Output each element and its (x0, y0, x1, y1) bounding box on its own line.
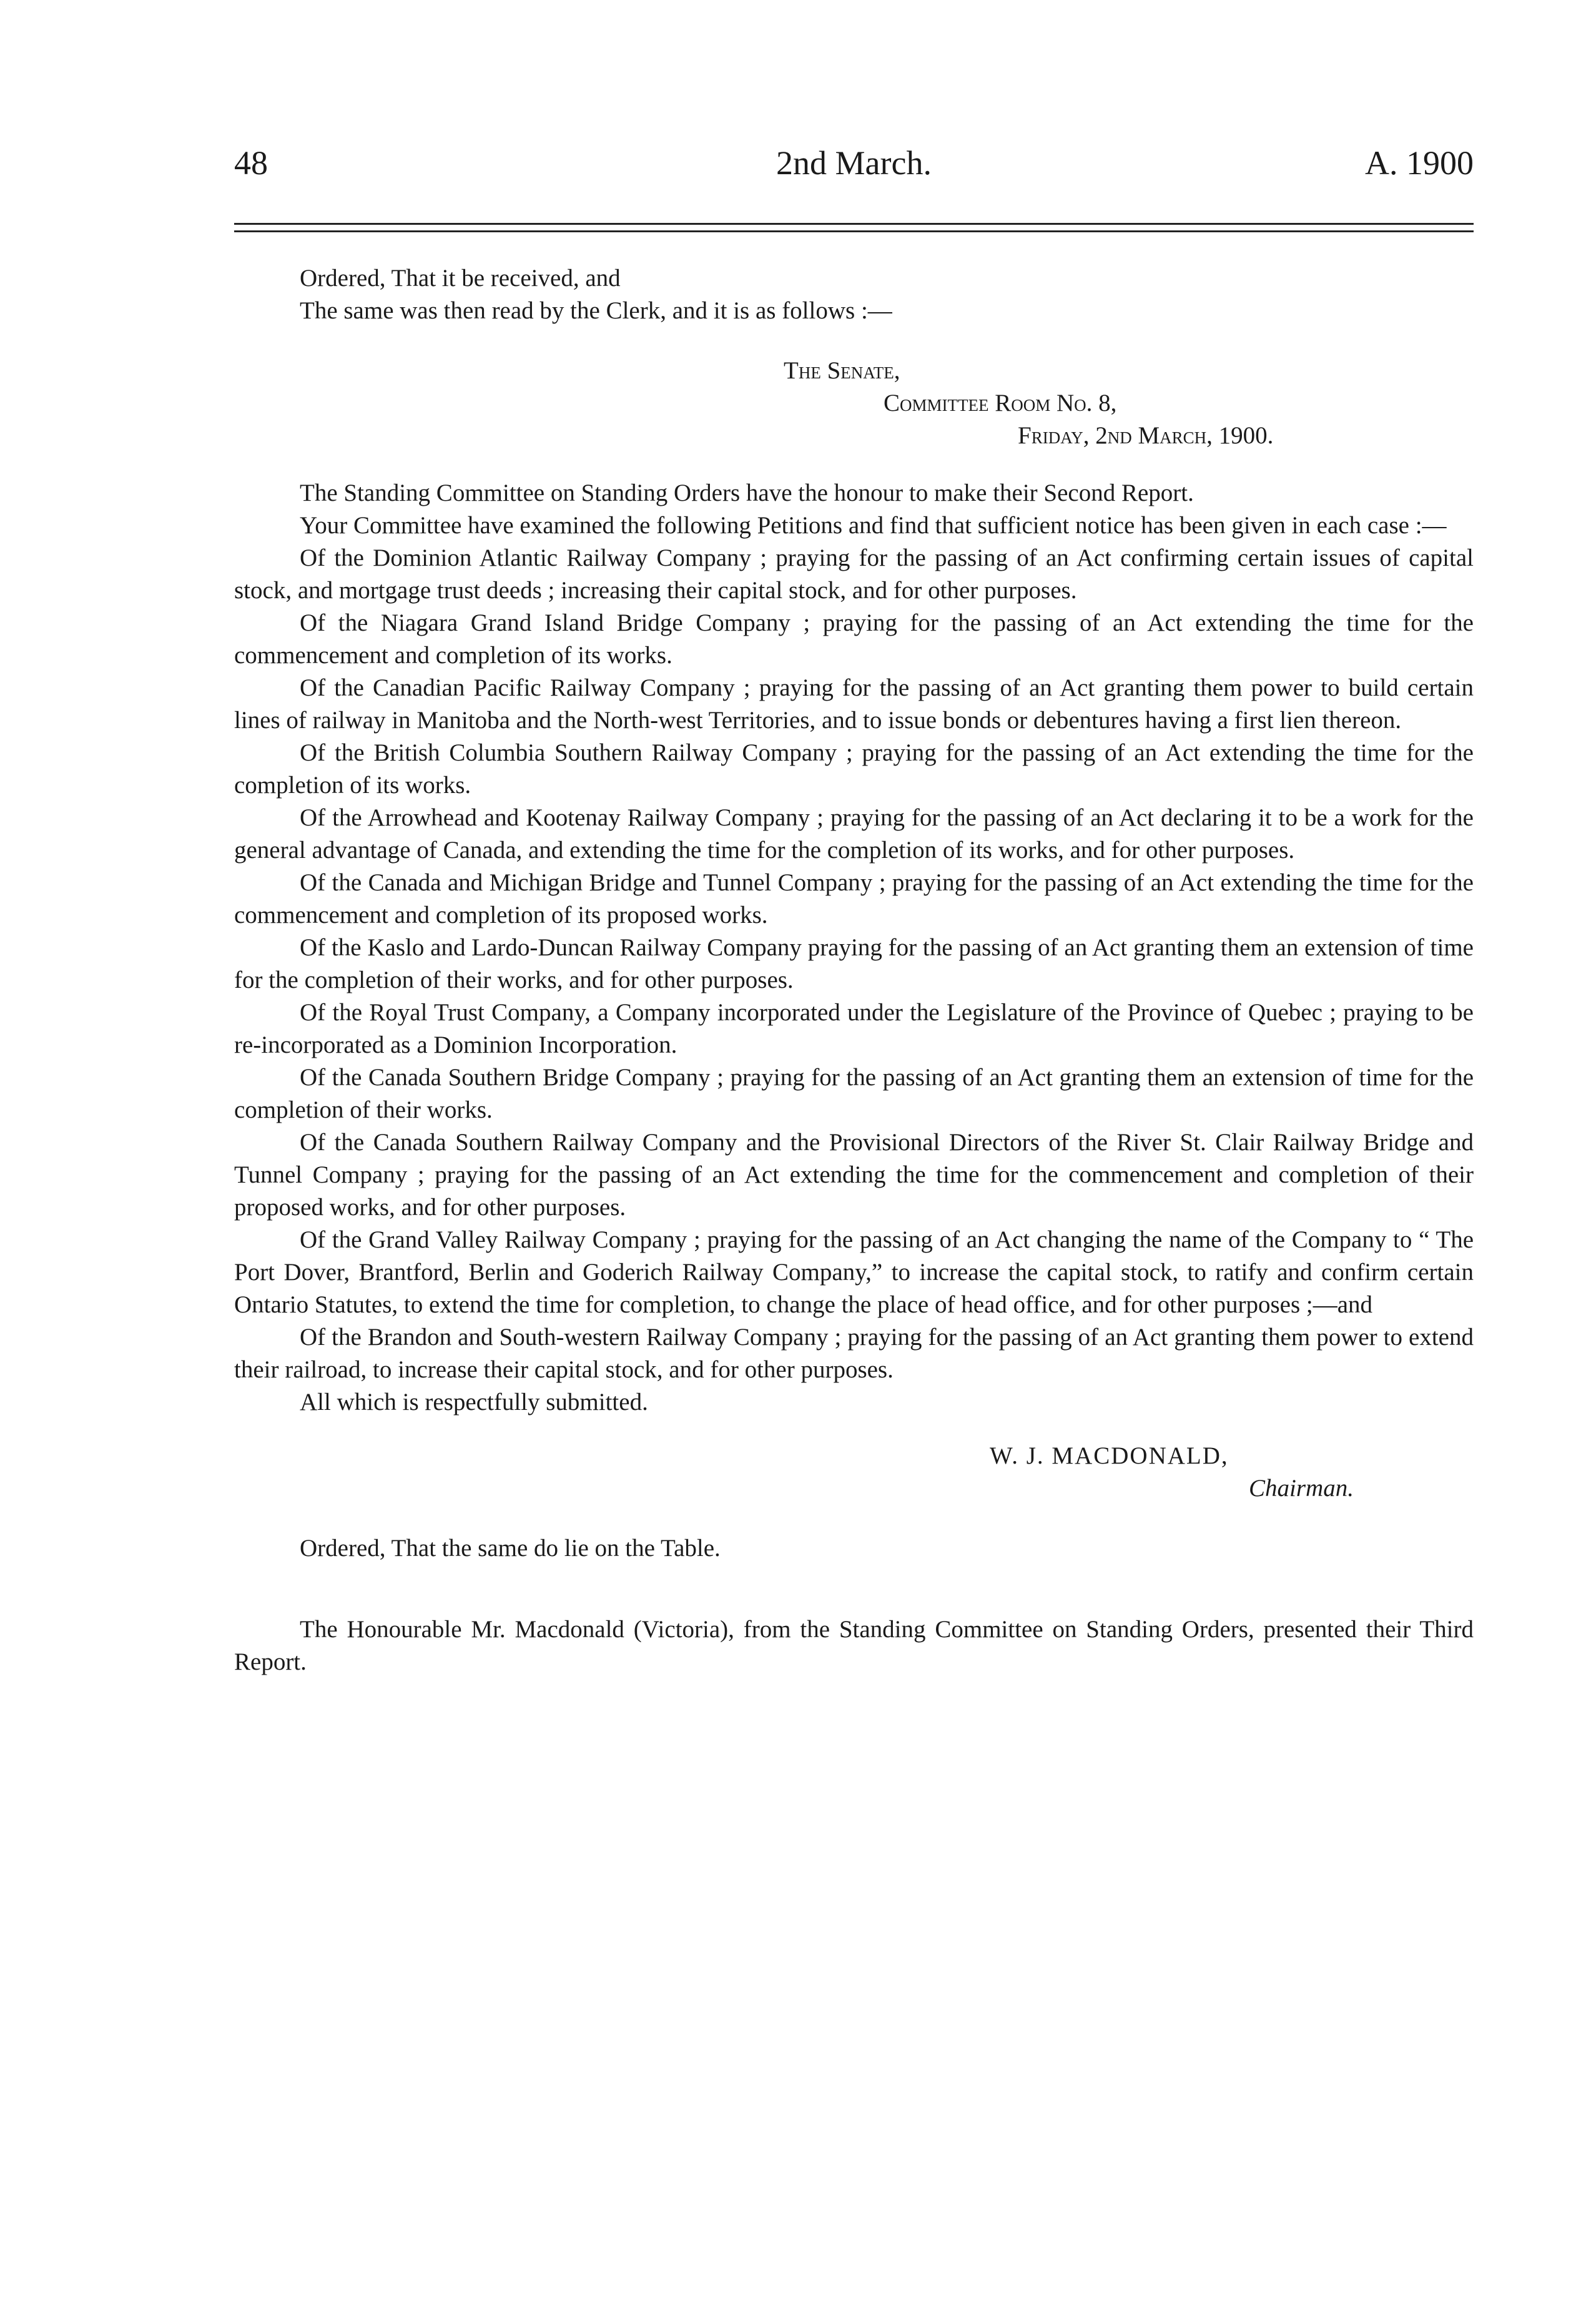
address-senate: The Senate, (784, 357, 900, 384)
report-paragraph: The Standing Committee on Standing Orders have the honour to make their Second Report. (300, 480, 1194, 506)
intro-ordered: Ordered, That it be received, and (300, 265, 621, 292)
signature-name: W. J. MACDONALD, (990, 1442, 1229, 1469)
ordered-lie-on-table: Ordered, That the same do lie on the Table. (300, 1535, 721, 1562)
header-rule-bottom (234, 230, 1474, 232)
petition-canada-southern-bridge: Of the Canada Southern Bridge Company ; praying for the passing of an Act granting them an extension of time for the completion of their works. (234, 1064, 1474, 1123)
petition-dominion-atlantic: Of the Dominion Atlantic Railway Company ; praying for the passing of an Act confirming certain issues of capital stock, and mortgage trust deeds ; increasing their capital stock, and for other purposes. (234, 544, 1474, 604)
petition-kaslo-lardo-duncan: Of the Kaslo and Lardo-Duncan Railway Company praying for the passing of an Act granting them an extension of time for the completion of their works, and for other purposes. (234, 934, 1474, 993)
committee-report (234, 477, 1474, 1419)
committee-address (234, 355, 1474, 452)
page-body (234, 262, 1474, 1678)
petition-brandon-south-western: Of the Brandon and South-western Railway Company ; praying for the passing of an Act granting them power to extend their railroad, to increase their capital stock, and for other purposes. (234, 1324, 1474, 1383)
petition-grand-valley: Of the Grand Valley Railway Company ; praying for the passing of an Act changing the name of the Company to “ The Port Dover, Brantford, Berlin and Goderich Railway Company,” to increase the capital stock, to ratify and confirm certain Ontario Statutes, to extend the time for completion, to change the place of head office, and for other purposes ;—and (234, 1226, 1474, 1318)
header-rule-top (234, 223, 1474, 225)
address-date-text: Friday, 2nd March, 1900. (1018, 422, 1274, 449)
third-report-paragraph: The Honourable Mr. Macdonald (Victoria), from the Standing Committee on Standing Orders, presented their Third Report. (234, 1616, 1474, 1675)
report-paragraph: Your Committee have examined the following Petitions and find that sufficient notice has been given in each case :— (300, 512, 1447, 539)
signature-title: Chairman. (1249, 1475, 1354, 1502)
page-number: 48 (234, 144, 268, 182)
petition-canada-michigan: Of the Canada and Michigan Bridge and Tunnel Company ; praying for the passing of an Act extending the time for the commencement and completion of its proposed works. (234, 869, 1474, 928)
petition-royal-trust: Of the Royal Trust Company, a Company incorporated under the Legislature of the Province of Quebec ; praying to be re-incorporated as a Dominion Incorporation. (234, 999, 1474, 1058)
petition-canadian-pacific: Of the Canadian Pacific Railway Company ; praying for the passing of an Act granting them power to build certain lines of railway in Manitoba and the North-west Territories, and to issue bonds or debentures having a first lien thereon. (234, 674, 1474, 734)
signature-block (234, 1440, 1474, 1505)
address-date (234, 420, 1474, 452)
address-room: Committee Room No. 8, (884, 390, 1117, 416)
header-year: A. 1900 (1365, 144, 1474, 182)
report-closing: All which is respectfully submitted. (300, 1389, 648, 1416)
petition-british-columbia-southern: Of the British Columbia Southern Railway Company ; praying for the passing of an Act extending the time for the completion of its works. (234, 739, 1474, 799)
header-date: 2nd March. (776, 144, 932, 182)
petition-arrowhead-kootenay: Of the Arrowhead and Kootenay Railway Company ; praying for the passing of an Act declaring it to be a work for the general advantage of Canada, and extending the time for the completion of its works, and for other purposes. (234, 804, 1474, 864)
page-header (234, 144, 1474, 187)
petition-canada-southern-railway: Of the Canada Southern Railway Company and the Provisional Directors of the River St. Clair Railway Bridge and Tunnel Company ; praying for the passing of an Act extending the time for the commencement and completion of their proposed works, and for other purposes. (234, 1129, 1474, 1221)
petition-niagara-grand-island: Of the Niagara Grand Island Bridge Company ; praying for the passing of an Act extending the time for the commencement and completion of its works. (234, 609, 1474, 669)
intro-read: The same was then read by the Clerk, and it is as follows :— (300, 297, 892, 324)
